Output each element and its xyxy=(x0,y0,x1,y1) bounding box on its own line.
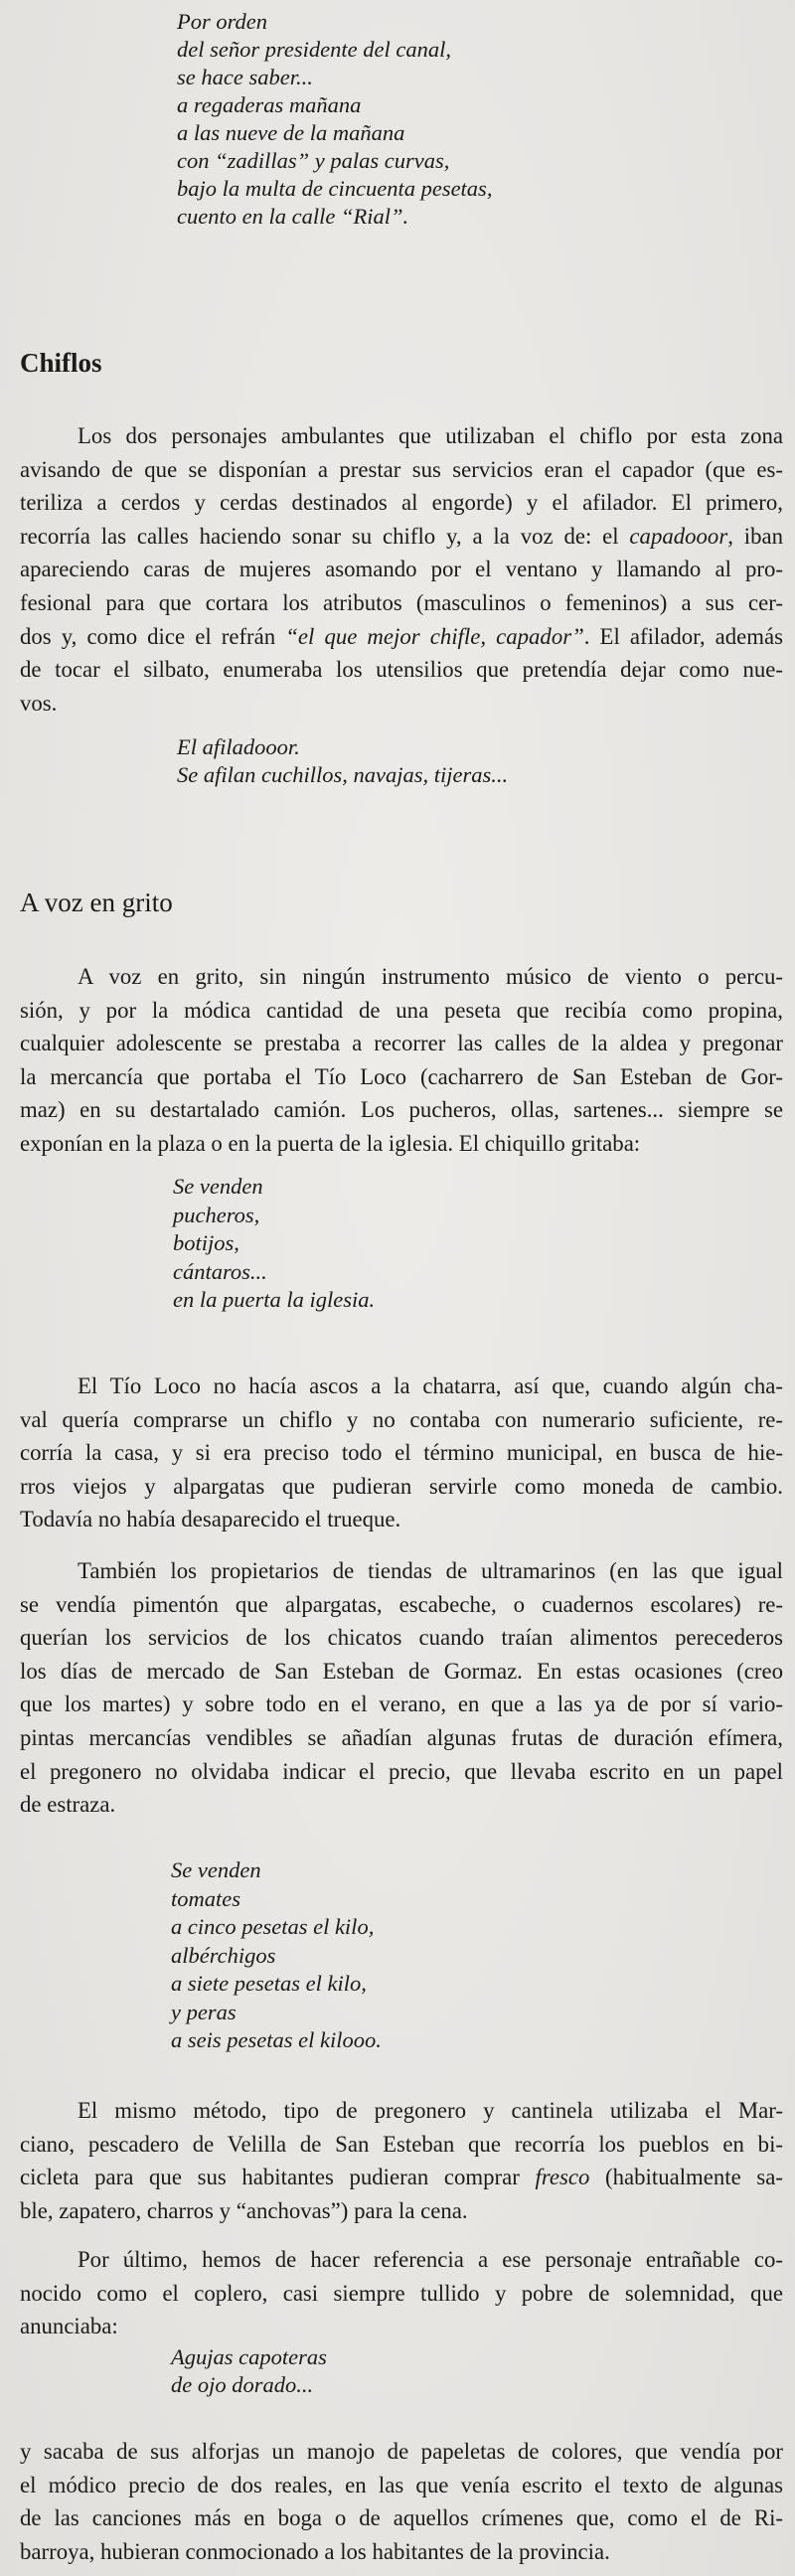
verse-line: botijos, xyxy=(173,1230,239,1255)
verse-line: pucheros, xyxy=(173,1202,260,1227)
verse-line: del señor presidente del canal, xyxy=(177,37,451,62)
text-line xyxy=(20,620,783,654)
paragraph-grito-4 xyxy=(20,2094,783,2227)
paragraph-grito-6 xyxy=(20,2435,783,2568)
text-line: se vendía pimentón que alpargatas, escabeche, o cuadernos escolares) re- xyxy=(20,1591,783,1617)
text-line: apareciendo caras de mujeres asomando por el ventano y llamando al pro- xyxy=(20,557,783,582)
text-line: ble, zapatero, charros y “anchovas”) para la cena. xyxy=(20,2197,468,2223)
verse-line: se hace saber... xyxy=(177,65,313,89)
text-line: el módico precio de dos reales, en las que venía escrito el texto de algunas xyxy=(20,2472,783,2497)
verse-line: tomates xyxy=(171,1885,240,1911)
verse-line: en la puerta la iglesia. xyxy=(173,1287,376,1312)
text-line: la mercancía que portaba el Tío Loco (cacharrero de San Esteban de Gor- xyxy=(20,1063,783,1089)
refran-quote: “el que mejor chifle, capador” xyxy=(285,623,584,649)
text-segment: recorría las calles haciendo sonar su chiflo y, a la voz de: el xyxy=(20,523,630,549)
text-line: nocido como el coplero, casi siempre tullido y pobre de solemnidad, que xyxy=(20,2280,783,2306)
text-line: val quería comprarse un chiflo y no contaba con numerario suficiente, re- xyxy=(20,1406,783,1432)
text-line: de tocar el silbato, enumeraba los utensilios que pretendía dejar como nue- xyxy=(20,657,783,683)
verse-line: Se afilan cuchillos, navajas, tijeras... xyxy=(177,762,509,787)
paragraph-grito-5 xyxy=(20,2243,783,2343)
text-segment: , iban xyxy=(727,523,783,549)
text-line: Por último, hemos de hacer referencia a ese personaje entrañable co- xyxy=(78,2247,783,2272)
verse-line: albérchigos xyxy=(171,1942,276,1968)
text-line: teriliza a cerdos y cerdas destinados al engorde) y el afilador. El primero, xyxy=(20,490,783,516)
verse-line: y peras xyxy=(171,1999,237,2024)
verse-line: bajo la multa de cincuenta pesetas, xyxy=(177,176,493,201)
text-line: y sacaba de sus alforjas un manojo de papeletas de colores, que vendía por xyxy=(20,2439,783,2464)
text-line: maz) en su destartalado camión. Los pucheros, ollas, sartenes... siempre se xyxy=(20,1097,783,1123)
text-segment: dos y, como dice el refrán xyxy=(20,623,286,649)
text-line: el pregonero no olvidaba indicar el precio, que llevaba escrito en un papel xyxy=(20,1758,783,1784)
verse-line: cántaros... xyxy=(173,1258,267,1284)
text-line: El mismo método, tipo de pregonero y cantinela utilizaba el Mar- xyxy=(78,2098,783,2123)
paragraph-chiflos xyxy=(20,419,783,720)
verse-line: a regaderas mañana xyxy=(177,92,362,117)
text-line: rros viejos y alpargatas que pudieran servirle como moneda de cambio. xyxy=(20,1473,783,1499)
text-line: anunciaba: xyxy=(20,2314,118,2339)
verse-line: Se venden xyxy=(173,1174,263,1199)
verse-afilador xyxy=(177,733,508,789)
verse-pucheros xyxy=(173,1173,375,1315)
text-line: de las canciones más en boga o de aquellos crímenes que, como el de Ri- xyxy=(20,2505,783,2531)
capador-call: capadooor xyxy=(629,523,728,549)
text-line: fesional para que cortara los atributos (masculinos o femeninos) a sus cer- xyxy=(20,589,783,615)
text-line: sión, y por la módica cantidad de una peseta que recibía como propina, xyxy=(20,997,783,1023)
text-line: que los martes) y sobre todo en el verano, en que a las ya de por sí vario- xyxy=(20,1691,783,1717)
verse-tomates xyxy=(171,1856,382,2055)
verse-line: a las nueve de la mañana xyxy=(177,120,405,145)
verse-line: El afiladooor. xyxy=(177,734,300,759)
text-line: exponían en la plaza o en la puerta de la iglesia. El chiquillo gritaba: xyxy=(20,1130,641,1156)
text-line: avisando de que se disponían a prestar sus servicios eran el capador (que es- xyxy=(20,456,783,482)
text-line: El Tío Loco no hacía ascos a la chatarra, así que, cuando algún cha- xyxy=(78,1373,783,1398)
text-line: pintas mercancías vendibles se añadían algunas frutas de duración efímera, xyxy=(20,1724,783,1750)
text-line: A voz en grito, sin ningún instrumento músico de viento o percu- xyxy=(78,964,783,989)
text-line: También los propietarios de tiendas de ultramarinos (en las que igual xyxy=(78,1558,783,1583)
fresco-word: fresco xyxy=(535,2165,590,2190)
text-line: Todavía no había desaparecido el trueque. xyxy=(20,1507,401,1532)
verse-line: Agujas capoteras xyxy=(171,2344,327,2369)
text-line: corría la casa, y si era preciso todo el término municipal, en busca de hie- xyxy=(20,1440,783,1466)
paragraph-grito-3 xyxy=(20,1554,783,1822)
text-line: ciano, pescadero de Velilla de San Esteban que recorría los pueblos en bi- xyxy=(20,2131,783,2157)
verse-line: Por orden xyxy=(177,9,268,34)
section-heading-a-voz-en-grito: A voz en grito xyxy=(20,887,173,917)
text-line: Los dos personajes ambulantes que utilizaban el chiflo por esta zona xyxy=(78,423,783,448)
text-line: querían los servicios de los chicatos cuando traían alimentos perecederos xyxy=(20,1625,783,1651)
section-heading-chiflos: Chiflos xyxy=(20,348,102,378)
text-segment: (habitualmente sa- xyxy=(589,2165,783,2190)
verse-agujas xyxy=(171,2343,327,2399)
text-line: los días de mercado de San Esteban de Gormaz. En estas ocasiones (creo xyxy=(20,1658,783,1684)
paragraph-grito-2 xyxy=(20,1369,783,1536)
text-line: de estraza. xyxy=(20,1792,116,1818)
verse-line: cuento en la calle “Rial”. xyxy=(177,204,409,229)
verse-line: a seis pesetas el kilooo. xyxy=(171,2027,382,2052)
text-segment: cicleta para que sus habitantes pudieran comprar xyxy=(20,2165,536,2190)
text-line: vos. xyxy=(20,690,58,716)
verse-canal-order xyxy=(177,8,492,231)
verse-line: a siete pesetas el kilo, xyxy=(171,1971,367,1996)
text-line xyxy=(20,520,783,554)
verse-line: Se venden xyxy=(171,1857,261,1882)
verse-line: de ojo dorado... xyxy=(171,2372,314,2397)
text-line: cualquier adolescente se prestaba a recorrer las calles de la aldea y pregonar xyxy=(20,1031,783,1056)
text-line xyxy=(20,2161,783,2194)
verse-line: con “zadillas” y palas curvas, xyxy=(177,148,450,173)
text-segment: . El afilador, además xyxy=(583,623,783,649)
text-line: barroya, hubieran conmocionado a los habitantes de la provincia. xyxy=(20,2538,610,2564)
verse-line: a cinco pesetas el kilo, xyxy=(171,1914,375,1939)
paragraph-grito-1 xyxy=(20,960,783,1161)
